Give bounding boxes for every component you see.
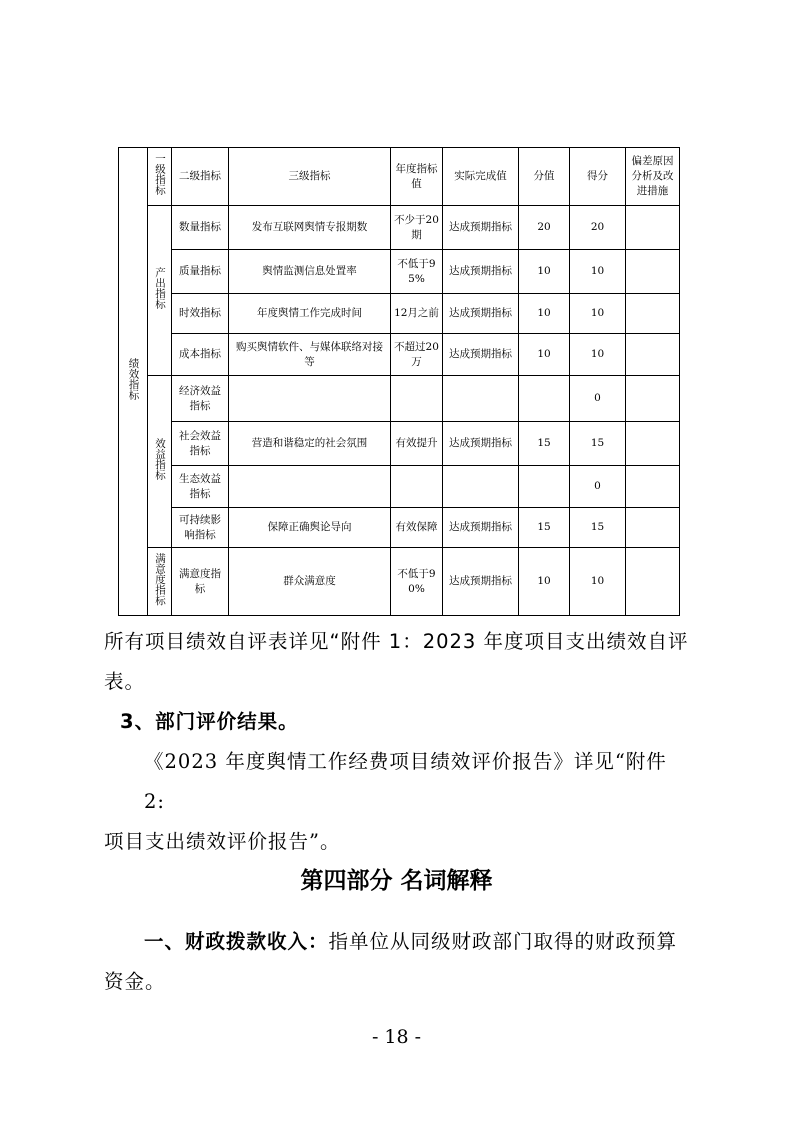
cell-got: 10 [570,294,626,334]
cell-level3: 营造和谐稳定的社会氛围 [229,422,391,466]
cell-actual [443,376,519,422]
cell-score: 10 [519,250,570,294]
group-benefit-cell: 效益指标 [148,376,172,548]
group-output-cell: 产出指标 [148,206,172,376]
side-label-cell [119,148,148,616]
cell-level3: 舆情监测信息处置率 [229,250,391,294]
side-label: 绩效指标 [127,358,140,400]
cell-got: 10 [570,334,626,376]
header-got: 得分 [570,148,626,206]
paragraph-line: 《2023 年度舆情工作经费项目绩效评价报告》详见“附件 2: [144,750,667,813]
cell-target [391,466,443,508]
cell-target: 不低于95% [391,250,443,294]
table-row [119,466,680,508]
cell-target: 不少于20期 [391,206,443,250]
cell-got: 0 [570,376,626,422]
cell-actual: 达成预期指标 [443,294,519,334]
cell-note [626,294,680,334]
section-title: 第四部分 名词解释 [300,867,493,894]
cell-note [626,334,680,376]
cell-note [626,508,680,548]
table-row [119,422,680,466]
paragraph-line: 资金。 [104,970,166,993]
cell-target: 有效提升 [391,422,443,466]
cell-got: 10 [570,548,626,616]
cell-got: 15 [570,508,626,548]
cell-score [519,466,570,508]
cell-level2: 生态效益指标 [172,466,229,508]
cell-note [626,376,680,422]
cell-level2: 经济效益指标 [172,376,229,422]
table-row [119,548,680,616]
cell-score: 10 [519,334,570,376]
cell-level3: 发布互联网舆情专报期数 [229,206,391,250]
cell-got: 0 [570,466,626,508]
table-row [119,294,680,334]
cell-actual: 达成预期指标 [443,508,519,548]
table-row [119,508,680,548]
cell-level3 [229,466,391,508]
cell-actual: 达成预期指标 [443,250,519,294]
cell-score [519,376,570,422]
cell-actual [443,466,519,508]
cell-level2: 可持续影响指标 [172,508,229,548]
header-actual: 实际完成值 [443,148,519,206]
cell-level3: 年度舆情工作完成时间 [229,294,391,334]
cell-target [391,376,443,422]
cell-score: 15 [519,422,570,466]
group-satisfaction-cell: 满意度指标 [148,548,172,616]
cell-note [626,206,680,250]
header-level2: 二级指标 [172,148,229,206]
definition-paragraph [104,922,694,1002]
cell-target: 有效保障 [391,508,443,548]
cell-score: 10 [519,548,570,616]
performance-table [118,147,680,616]
table-row [119,206,680,250]
table-row [119,334,680,376]
cell-target: 不低于90% [391,548,443,616]
cell-level3: 购买舆情软件、与媒体联络对接等 [229,334,391,376]
definition-term: 一、财政拨款收入： [144,930,329,953]
cell-level2: 质量指标 [172,250,229,294]
cell-note [626,422,680,466]
definition-text: 指单位从同级财政部门取得的财政预算 [328,930,678,953]
table-row [119,376,680,422]
cell-level2: 成本指标 [172,334,229,376]
cell-level3 [229,376,391,422]
header-score: 分值 [519,148,570,206]
table-row [119,250,680,294]
cell-actual: 达成预期指标 [443,334,519,376]
page-number: - 18 - [371,1026,422,1048]
paragraph-line: 表。 [104,670,146,693]
header-level3: 三级指标 [229,148,391,206]
cell-level2: 时效指标 [172,294,229,334]
cell-got: 20 [570,206,626,250]
cell-note [626,466,680,508]
cell-level2: 数量指标 [172,206,229,250]
cell-got: 15 [570,422,626,466]
paragraph-appendix2 [104,742,694,862]
cell-target: 不超过20万 [391,334,443,376]
cell-score: 15 [519,508,570,548]
paragraph-appendix1 [104,622,694,702]
cell-level2: 社会效益指标 [172,422,229,466]
header-target: 年度指标值 [391,148,443,206]
header-note: 偏差原因分析及改进措施 [626,148,680,206]
cell-got: 10 [570,250,626,294]
paragraph-line: 项目支出绩效评价报告”。 [104,830,341,853]
paragraph-line: 所有项目绩效自评表详见“附件 1：2023 年度项目支出绩效自评 [104,630,689,653]
cell-score: 20 [519,206,570,250]
cell-note [626,548,680,616]
header-level1: 一级指标 [148,148,172,206]
cell-score: 10 [519,294,570,334]
cell-level3: 保障正确舆论导向 [229,508,391,548]
cell-actual: 达成预期指标 [443,422,519,466]
cell-actual: 达成预期指标 [443,548,519,616]
cell-note [626,250,680,294]
paragraph-line [104,922,694,962]
table-header-row [119,148,680,206]
cell-target: 12月之前 [391,294,443,334]
cell-level3: 群众满意度 [229,548,391,616]
cell-level2: 满意度指标 [172,548,229,616]
cell-actual: 达成预期指标 [443,206,519,250]
heading-dept-evaluation: 3、部门评价结果。 [120,710,299,733]
